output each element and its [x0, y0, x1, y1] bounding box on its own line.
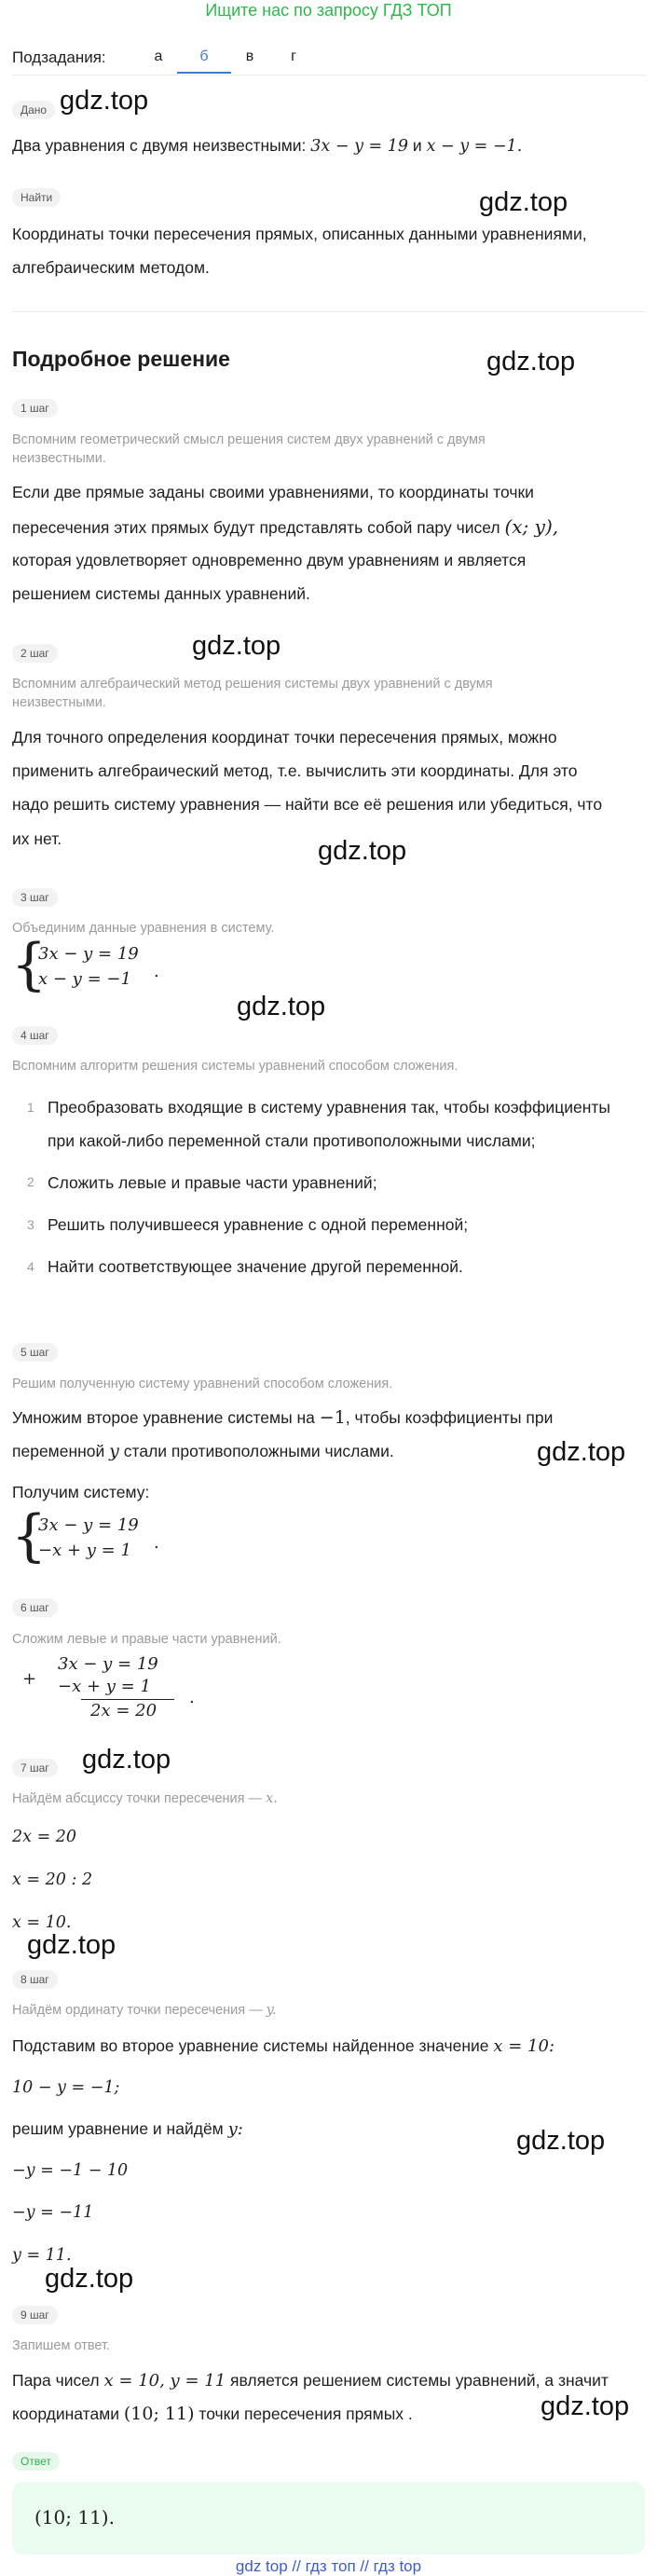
- step-9-line-1: [12, 2364, 609, 2398]
- step-5-multiplier: −1: [319, 1407, 346, 1428]
- step-9-line-1-text: Пара чисел: [12, 2371, 100, 2390]
- system-of-equations: [11, 932, 198, 998]
- footer-links[interactable]: gdz top // гдз топ // гдз top: [235, 2557, 422, 2575]
- step-2-muted-2: неизвестными.: [12, 695, 106, 710]
- list-item: Сложить левые и правые части уравнений;: [48, 1173, 377, 1192]
- step-8-line-1-text: Подставим во второе уравнение системы найденное значение: [12, 2036, 489, 2055]
- step-8-muted-text: Найдём ординату точки пересечения —: [12, 2003, 263, 2018]
- tab-g[interactable]: г: [291, 48, 296, 64]
- step-1-line-2-text: пересечения этих прямых будут представлять собой пару чисел: [12, 518, 500, 537]
- step-8-eq-4: y = 11.: [12, 2246, 72, 2265]
- list-item-number: 4: [27, 1259, 34, 1274]
- step-2-line-1: Для точного определения координат точки пересечения прямых, можно: [12, 728, 557, 747]
- step-9-badge: 9 шаг: [12, 2306, 58, 2324]
- step-8-muted: [12, 2001, 277, 2020]
- subtasks-bar: [12, 41, 646, 75]
- watermark: gdz.top: [82, 1745, 171, 1774]
- step-6-badge: 6 шаг: [12, 1598, 58, 1617]
- step-5-line-1-tail: , чтобы коэффициенты при: [345, 1408, 554, 1427]
- step-9-line-2-tail: точки пересечения прямых .: [198, 2405, 413, 2423]
- step-9-line-1-tail: является решением системы уравнений, а значит: [230, 2371, 609, 2390]
- step-8-eq-1: 10 − y = −1;: [12, 2078, 120, 2097]
- find-line-2: алгебраическим методом.: [12, 258, 210, 277]
- step-5-badge: 5 шаг: [12, 1343, 58, 1362]
- list-item: Преобразовать входящие в систему уравнения так, чтобы коэффициенты: [48, 1098, 610, 1117]
- watermark: gdz.top: [318, 836, 407, 866]
- watermark: gdz.top: [237, 992, 326, 1021]
- addend-2: −x + y = 1: [58, 1677, 151, 1696]
- step-9-point: (10; 11): [123, 2404, 195, 2424]
- step-2-badge: 2 шаг: [12, 644, 58, 663]
- system-period: .: [154, 1533, 159, 1553]
- divider: [12, 311, 646, 312]
- watermark: gdz.top: [541, 2391, 630, 2421]
- step-1-line-1: Если две прямые заданы своими уравнениями, то координаты точки: [12, 483, 534, 501]
- step-8-line-1: [12, 2029, 554, 2063]
- watermark: gdz.top: [60, 86, 149, 116]
- find-line-1: Координаты точки пересечения прямых, описанных данными уравнениями,: [12, 225, 587, 243]
- step-7-muted-text: Найдём абсциссу точки пересечения —: [12, 1791, 263, 1806]
- step-8-line-3: [12, 2112, 243, 2146]
- subtasks-label: Подзадания:: [12, 48, 106, 66]
- step-7-muted: [12, 1789, 278, 1808]
- watermark: gdz.top: [27, 1930, 116, 1960]
- answer-value: (10; 11).: [34, 2506, 115, 2528]
- step-1-line-2: [12, 510, 558, 544]
- step-1-badge: 1 шаг: [12, 399, 58, 418]
- step-2-line-3: надо решить систему уравнения — найти все её решения или убедиться, что: [12, 795, 603, 814]
- given-equation-2: x − y = −1.: [426, 137, 523, 156]
- system-eq-2: −x + y = 1: [38, 1541, 131, 1560]
- addend-1: 3x − y = 19: [58, 1654, 158, 1674]
- brace-icon: {: [11, 1503, 48, 1569]
- step-8-eq-2: −y = −1 − 10: [12, 2161, 129, 2180]
- step-8-variable: y.: [266, 2003, 277, 2018]
- step-6-muted: Сложим левые и правые части уравнений.: [12, 1632, 281, 1647]
- step-9-muted: Запишем ответ.: [12, 2338, 111, 2353]
- list-item-number: 3: [27, 1217, 34, 1232]
- step-5-line-1: [12, 1401, 553, 1434]
- step-7-eq-3: x = 10.: [12, 1913, 72, 1932]
- step-1-line-3: которая удовлетворяет одновременно двум уравнениям и является: [12, 551, 527, 569]
- answer-box: [12, 2482, 645, 2555]
- step-5-line-3: Получим систему:: [12, 1483, 150, 1501]
- sum-result: 2x = 20: [90, 1701, 157, 1720]
- watermark: gdz.top: [479, 187, 568, 217]
- list-item-number: 1: [27, 1100, 34, 1115]
- system-of-equations: [11, 1503, 198, 1569]
- list-item: Найти соответствующее значение другой переменной.: [48, 1257, 463, 1276]
- step-9-line-2-text: координатами: [12, 2405, 120, 2423]
- step-7-variable: x.: [266, 1791, 278, 1806]
- step-8-eq-3: −y = −11: [12, 2203, 94, 2222]
- step-2-line-4: их нет.: [12, 829, 62, 848]
- answer-badge: Ответ: [12, 2452, 60, 2471]
- list-item-number: 2: [27, 1174, 34, 1189]
- active-tab-indicator: [177, 72, 231, 74]
- step-8-badge: 8 шаг: [12, 1970, 58, 1989]
- system-eq-1: 3x − y = 19: [38, 1515, 139, 1535]
- step-1-line-4: решением системы данных уравнений.: [12, 584, 310, 603]
- step-5-line-2-tail: стали противоположными числами.: [123, 1442, 394, 1460]
- list-item: при какой-либо переменной стали противоположными числами;: [48, 1131, 536, 1150]
- algorithm-list: [0, 1090, 657, 1277]
- step-9-line-2: [12, 2397, 413, 2431]
- top-banner[interactable]: Ищите нас по запросу ГДЗ ТОП: [205, 1, 452, 20]
- step-9-solution: x = 10, y = 11: [103, 2371, 226, 2391]
- step-8-variable-y: y:: [227, 2119, 243, 2139]
- step-3-muted: Объединим данные уравнения в систему.: [12, 921, 275, 936]
- system-period: .: [189, 1688, 195, 1707]
- step-3-badge: 3 шаг: [12, 888, 58, 907]
- solution-title: Подробное решение: [12, 347, 230, 371]
- watermark: gdz.top: [537, 1437, 626, 1467]
- brace-icon: {: [11, 932, 48, 997]
- step-4-badge: 4 шаг: [12, 1026, 58, 1045]
- tab-a[interactable]: а: [154, 48, 163, 64]
- step-8-substitution: x = 10:: [493, 2036, 555, 2056]
- step-7-eq-1: 2x = 20: [12, 1828, 77, 1846]
- given-badge: Дано: [12, 101, 55, 119]
- step-1-muted-2: неизвестными.: [12, 451, 106, 466]
- step-5-muted: Решим полученную систему уравнений способом сложения.: [12, 1377, 393, 1391]
- step-7-badge: 7 шаг: [12, 1759, 58, 1777]
- watermark: gdz.top: [45, 2264, 134, 2294]
- tab-v[interactable]: в: [245, 48, 254, 64]
- list-item: Решить получившееся уравнение с одной переменной;: [48, 1215, 469, 1234]
- step-5-variable: y: [109, 1441, 119, 1461]
- step-1-muted-1: Вспомним геометрический смысл решения систем двух уравнений с двумя: [12, 432, 486, 447]
- system-eq-1: 3x − y = 19: [38, 944, 139, 964]
- tab-b[interactable]: б: [199, 48, 209, 64]
- step-7-eq-2: x = 20 : 2: [12, 1870, 93, 1889]
- given-text: [12, 129, 522, 163]
- step-1-pair: (x; y),: [504, 515, 559, 538]
- watermark: gdz.top: [516, 2126, 606, 2156]
- step-8-line-3-text: решим уравнение и найдём: [12, 2119, 224, 2138]
- plus-sign: +: [22, 1669, 37, 1689]
- given-equation-1: 3x − y = 19: [310, 137, 409, 156]
- system-eq-2: x − y = −1: [38, 969, 131, 989]
- step-5-line-1-text: Умножим второе уравнение системы на: [12, 1408, 315, 1427]
- given-conjunction: и: [412, 136, 422, 155]
- watermark: gdz.top: [486, 347, 576, 377]
- step-5-line-2-text: переменной: [12, 1442, 105, 1460]
- step-4-muted: Вспомним алгоритм решения системы уравнений способом сложения.: [12, 1059, 459, 1074]
- find-badge: Найти: [12, 188, 61, 207]
- step-2-line-2: применить алгебраический метод, т.е. вычислить эти координаты. Для это: [12, 761, 578, 780]
- system-period: .: [154, 962, 159, 981]
- column-addition: [11, 1652, 216, 1727]
- step-5-line-2: [12, 1434, 394, 1468]
- given-text-prefix: Два уравнения с двумя неизвестными:: [12, 136, 307, 155]
- step-2-muted-1: Вспомним алгебраический метод решения системы двух уравнений с двумя: [12, 677, 493, 692]
- watermark: gdz.top: [192, 631, 281, 661]
